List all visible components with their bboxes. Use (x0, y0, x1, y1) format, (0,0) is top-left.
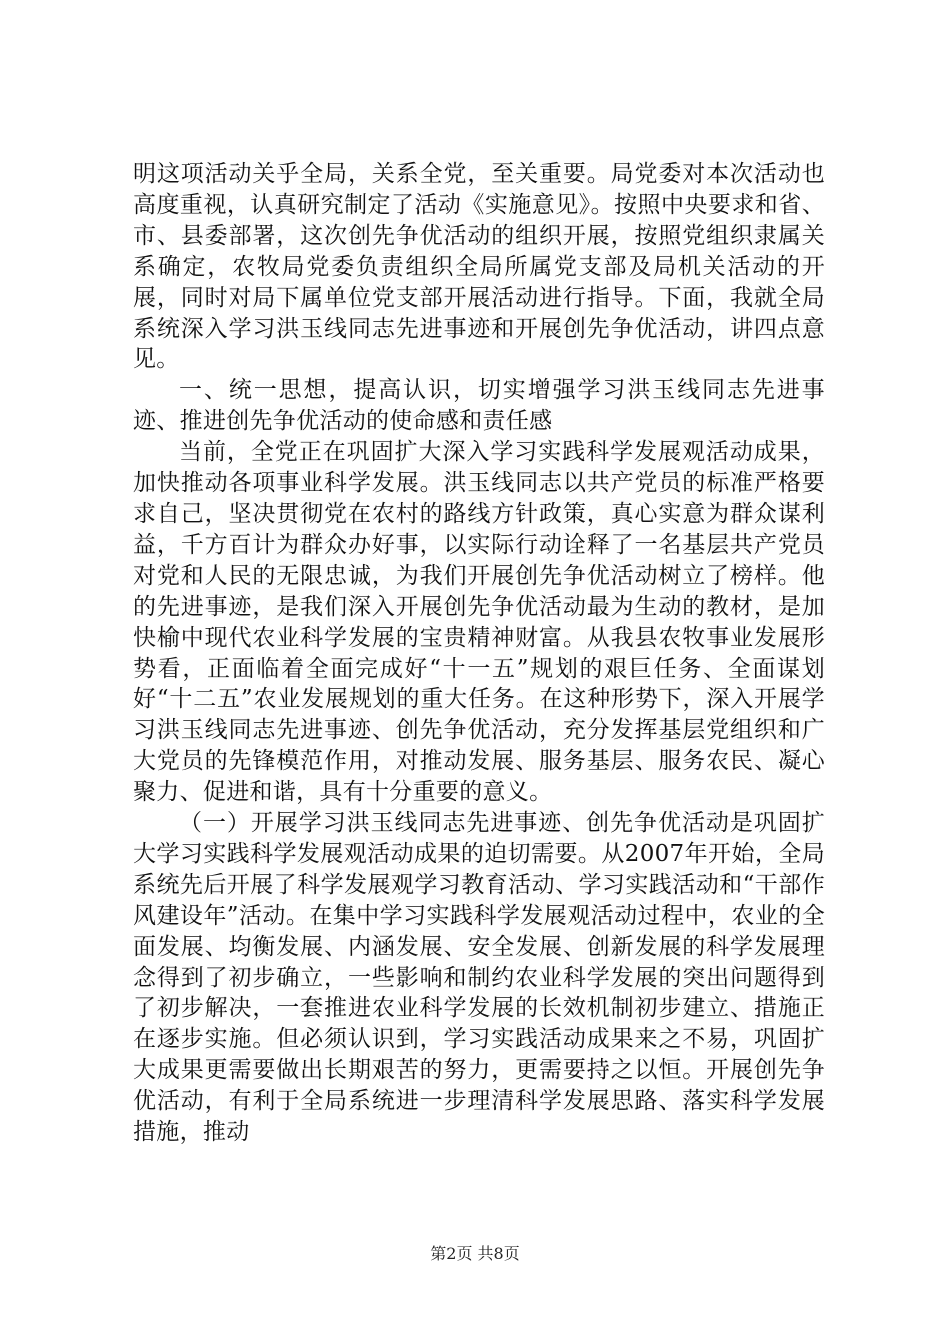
document-body (133, 159, 825, 1148)
paragraph: 当前，全党正在巩固扩大深入学习实践科学发展观活动成果，加快推动各项事业科学发展。洪玉线同志以共产党员的标准严格要求自己，坚决贯彻党在农村的路线方针政策，真心实意为群众谋利益，千方百计为群众办好事，以实际行动诠释了一名基层共产党员对党和人民的无限忠诚，为我们开展创先争优活动树立了榜样。他的先进事迹，是我们深入开展创先争优活动最为生动的教材，是加快榆中现代农业科学发展的宝贵精神财富。从我县农牧事业发展形势看，正面临着全面完成好“十一五”规划的艰巨任务、全面谋划好“十二五”农业发展规划的重大任务。在这种形势下，深入开展学习洪玉线同志先进事迹、创先争优活动，充分发挥基层党组织和广大党员的先锋模范作用，对推动发展、服务基层、服务农民、凝心聚力、促进和谐，具有十分重要的意义。 (133, 439, 825, 806)
page-number-footer: 第2页 共8页 (430, 1244, 520, 1263)
paragraph: （一）开展学习洪玉线同志先进事迹、创先争优活动是巩固扩大学习实践科学发展观活动成果的迫切需要。从2007年开始，全局系统先后开展了科学发展观学习教育活动、学习实践活动和“干部作风建设年”活动。在集中学习实践科学发展观活动过程中，农业的全面发展、均衡发展、内涵发展、安全发展、创新发展的科学发展理念得到了初步确立，一些影响和制约农业科学发展的突出问题得到了初步解决，一套推进农业科学发展的长效机制初步建立、措施正在逐步实施。但必须认识到，学习实践活动成果来之不易，巩固扩大成果更需要做出长期艰苦的努力，更需要持之以恒。开展创先争优活动，有利于全局系统进一步理清科学发展思路、落实科学发展措施，推动 (133, 810, 825, 1146)
paragraph-continuation: 明这项活动关乎全局，关系全党，至关重要。局党委对本次活动也高度重视，认真研究制定了活动《实施意见》。按照中央要求和省、市、县委部署，这次创先争优活动的组织开展，按照党组织隶属关系确定，农牧局党委负责组织全局所属党支部及局机关活动的开展，同时对局下属单位党支部开展活动进行指导。下面，我就全局系统深入学习洪玉线同志先进事迹和开展创先争优活动，讲四点意见。 (133, 161, 825, 373)
section-heading: 一、统一思想，提高认识，切实增强学习洪玉线同志先进事迹、推进创先争优活动的使命感和责任感 (133, 377, 825, 435)
